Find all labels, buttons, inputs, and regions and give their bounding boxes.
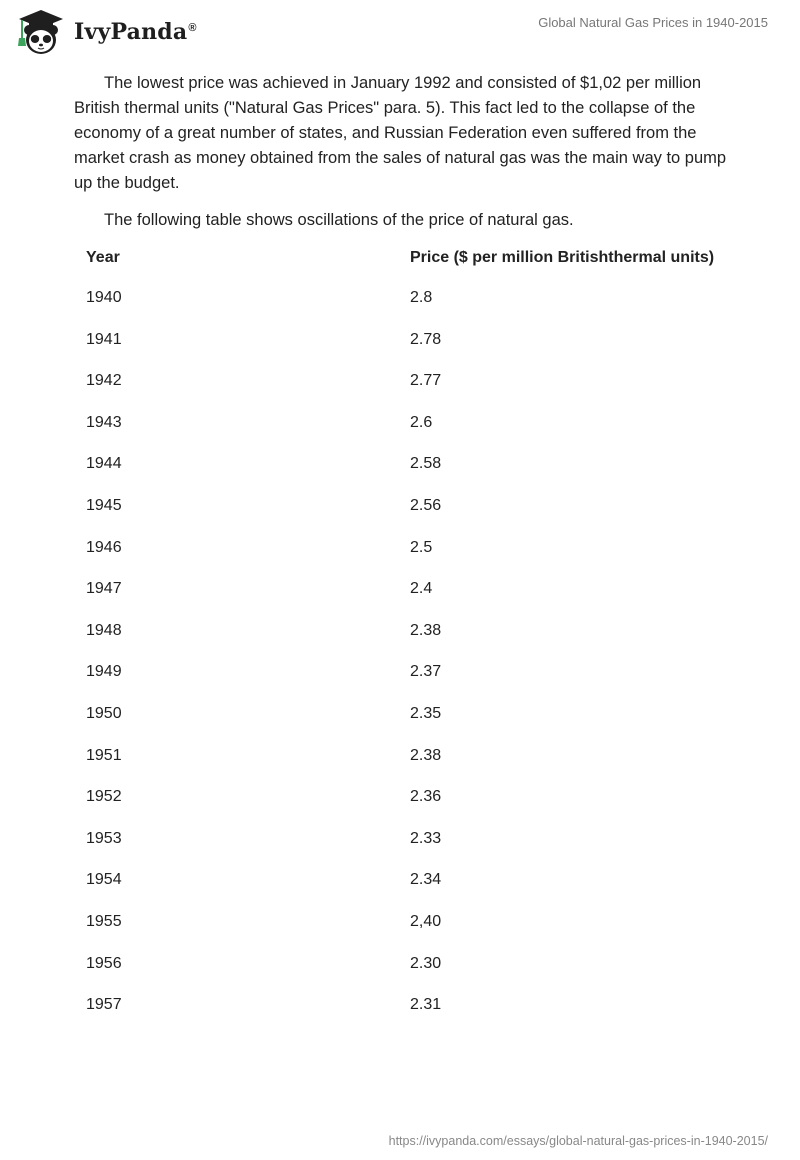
table-row [74, 538, 744, 580]
table-body [74, 288, 744, 1037]
table-row [74, 579, 744, 621]
year-cell: 1944 [86, 455, 122, 473]
year-cell: 1955 [86, 912, 122, 930]
year-cell: 1956 [86, 954, 122, 972]
graduation-panda-icon [16, 8, 66, 56]
year-cell: 1953 [86, 829, 122, 847]
year-cell: 1940 [86, 289, 122, 306]
price-cell: 2.5 [410, 538, 433, 556]
price-cell: 2.34 [410, 871, 442, 889]
essay-content [74, 71, 734, 1037]
price-cell: 2.78 [410, 330, 442, 348]
table-row [74, 870, 744, 912]
table-row [74, 704, 744, 746]
table-row [74, 454, 744, 496]
price-cell: 2,40 [410, 912, 442, 930]
price-cell: 2.4 [410, 580, 433, 598]
source-url[interactable]: https://ivypanda.com/essays/global-natural-gas-prices-in-1940-2015/ [388, 1134, 768, 1148]
price-cell: 2.33 [410, 829, 442, 847]
year-cell: 1949 [86, 663, 122, 681]
gas-price-table [74, 245, 744, 1037]
table-row [74, 912, 744, 954]
header-year: Year [86, 249, 120, 266]
table-row [74, 288, 744, 330]
price-cell: 2.8 [410, 289, 433, 306]
body-paragraph: The lowest price was achieved in January 1992 and consisted of $1,02 per million British thermal units ("Natural Gas Prices" para. 5). This fact led to the collapse of the economy of a great number of states, and Russian Federation even suffered from the market crash as money obtained from the sales of natural gas was the main way to pump up the budget. [74, 74, 727, 192]
table-row [74, 330, 744, 372]
brand-name: IvyPanda® [74, 19, 197, 45]
table-row [74, 746, 744, 788]
price-cell: 2.38 [410, 746, 442, 764]
table-row [74, 829, 744, 871]
header-price: Price ($ per million Britishthermal units) [410, 249, 715, 266]
price-cell: 2.38 [410, 621, 442, 639]
price-cell: 2.58 [410, 455, 442, 473]
price-cell: 2.30 [410, 954, 442, 972]
table-row [74, 995, 744, 1037]
page-header [0, 0, 800, 60]
year-cell: 1942 [86, 372, 122, 390]
year-cell: 1952 [86, 788, 122, 806]
table-row [74, 787, 744, 829]
table-row [74, 496, 744, 538]
price-cell: 2.36 [410, 788, 442, 806]
price-cell: 2.37 [410, 663, 442, 681]
table-intro-paragraph: The following table shows oscillations of the price of natural gas. [104, 211, 574, 229]
price-cell: 2.6 [410, 413, 433, 431]
price-cell: 2.35 [410, 704, 442, 722]
table-row [74, 954, 744, 996]
year-cell: 1951 [86, 746, 122, 764]
registered-mark: ® [188, 21, 197, 34]
year-cell: 1945 [86, 496, 122, 514]
price-cell: 2.56 [410, 496, 442, 514]
year-cell: 1946 [86, 538, 122, 556]
year-cell: 1957 [86, 996, 122, 1014]
table-row [74, 371, 744, 413]
year-cell: 1947 [86, 580, 122, 598]
year-cell: 1948 [86, 621, 122, 639]
year-cell: 1941 [86, 330, 122, 348]
price-cell: 2.31 [410, 996, 442, 1014]
running-title: Global Natural Gas Prices in 1940-2015 [538, 15, 768, 30]
table-row [74, 413, 744, 455]
year-cell: 1950 [86, 704, 122, 722]
table-header-row [74, 245, 744, 288]
year-cell: 1954 [86, 871, 122, 889]
table-row [74, 621, 744, 663]
brand-logo[interactable] [16, 8, 197, 56]
price-cell: 2.77 [410, 372, 442, 390]
table-row [74, 662, 744, 704]
year-cell: 1943 [86, 413, 122, 431]
